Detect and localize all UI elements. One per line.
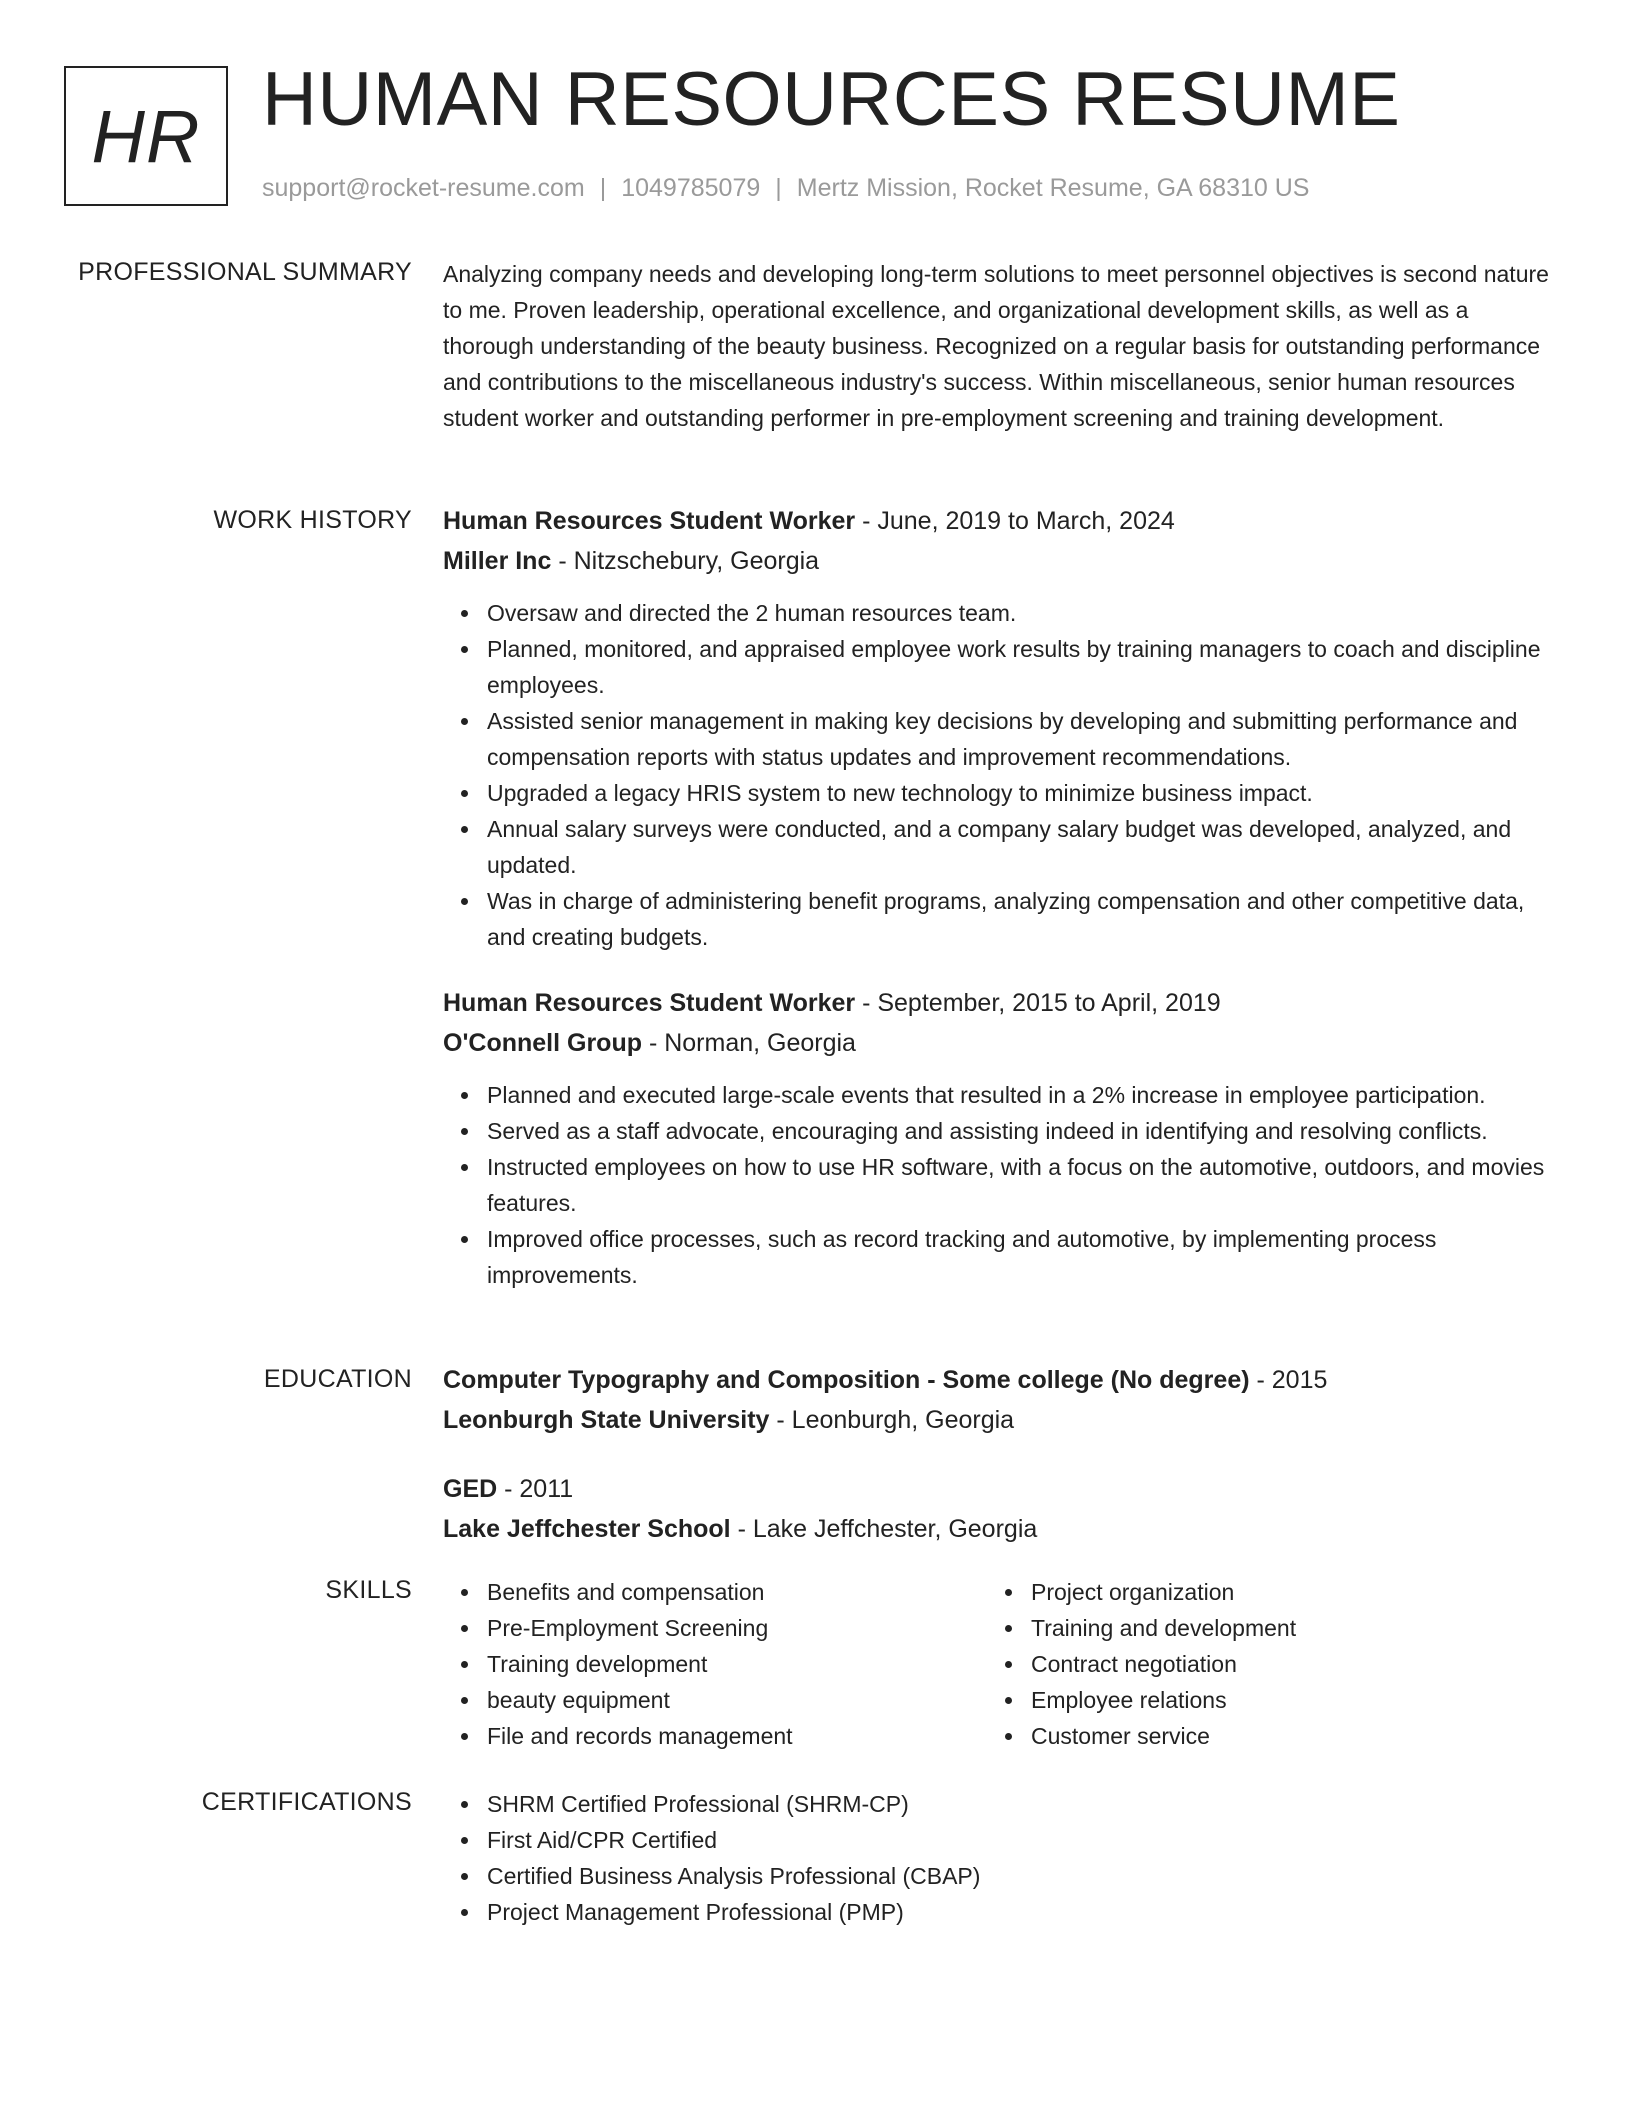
job-bullet: Instructed employees on how to use HR software, with a focus on the automotive, outdoors, and movies features.	[487, 1149, 1558, 1221]
job-entry	[443, 501, 1558, 955]
education-degree-line	[443, 1469, 1558, 1509]
job-company-line	[443, 541, 1558, 581]
job-entry	[443, 983, 1558, 1293]
skill-item: beauty equipment	[487, 1682, 793, 1718]
job-location: - Nitzschebury, Georgia	[551, 547, 820, 575]
contact-address: Mertz Mission, Rocket Resume, GA 68310 US	[796, 174, 1310, 202]
section-label-summary: PROFESSIONAL SUMMARY	[78, 258, 412, 286]
skills-column-left	[443, 1574, 793, 1754]
skill-item: Pre-Employment Screening	[487, 1610, 793, 1646]
skill-item: Customer service	[1031, 1718, 1296, 1754]
job-bullet: Annual salary surveys were conducted, and a company salary budget was developed, analyzed, and updated.	[487, 811, 1558, 883]
job-bullet-list	[443, 1077, 1558, 1293]
skills-column-right	[987, 1574, 1296, 1754]
education-entry	[443, 1469, 1558, 1549]
education-school: Lake Jeffchester School	[443, 1515, 731, 1543]
job-company: Miller Inc	[443, 547, 552, 575]
job-bullet-list	[443, 595, 1558, 955]
education-degree: Computer Typography and Composition - Some college (No degree)	[443, 1366, 1250, 1394]
job-bullet: Oversaw and directed the 2 human resources team.	[487, 595, 1558, 631]
certification-item: Certified Business Analysis Professional (CBAP)	[487, 1858, 1558, 1894]
education-location: - Leonburgh, Georgia	[769, 1406, 1015, 1434]
education-degree-line	[443, 1360, 1558, 1400]
resume-title: HUMAN RESOURCES RESUME	[262, 57, 1401, 142]
education-school: Leonburgh State University	[443, 1406, 770, 1434]
skill-item: Employee relations	[1031, 1682, 1296, 1718]
skill-item: File and records management	[487, 1718, 793, 1754]
job-bullet: Improved office processes, such as record tracking and automotive, by implementing process improvements.	[487, 1221, 1558, 1293]
job-bullet: Upgraded a legacy HRIS system to new technology to minimize business impact.	[487, 775, 1558, 811]
skill-item: Training development	[487, 1646, 793, 1682]
monogram-logo	[64, 66, 228, 206]
job-company: O'Connell Group	[443, 1029, 642, 1057]
summary-section	[443, 256, 1558, 436]
contact-separator: |	[599, 174, 607, 202]
certifications-section	[443, 1786, 1558, 1930]
education-entry	[443, 1360, 1558, 1440]
job-bullet: Assisted senior management in making key decisions by developing and submitting performance and compensation reports with status updates and improvement recommendations.	[487, 703, 1558, 775]
education-school-line	[443, 1509, 1558, 1549]
job-dates: - September, 2015 to April, 2019	[855, 989, 1221, 1017]
skills-list	[987, 1574, 1296, 1754]
job-company-line	[443, 1023, 1558, 1063]
certifications-list	[443, 1786, 1558, 1930]
certification-item: First Aid/CPR Certified	[487, 1822, 1558, 1858]
contact-line	[262, 174, 1309, 203]
job-title: Human Resources Student Worker	[443, 507, 856, 535]
job-bullet: Was in charge of administering benefit programs, analyzing compensation and other competitive data, and creating budgets.	[487, 883, 1558, 955]
summary-text: Analyzing company needs and developing long-term solutions to meet personnel objectives is second nature to me. Proven leadership, operational excellence, and organizational development skills, as well as a thorough understanding of the beauty business. Recognized on a regular basis for outstanding performance and contributions to the miscellaneous industry's success. Within miscellaneous, senior human resources student worker and outstanding performer in pre-employment screening and training development.	[443, 261, 1549, 431]
education-year: - 2011	[497, 1475, 574, 1503]
contact-separator: |	[775, 174, 782, 202]
contact-email: support@rocket-resume.com	[262, 174, 585, 202]
education-degree: GED	[443, 1475, 498, 1503]
skill-item: Training and development	[1031, 1610, 1296, 1646]
job-location: - Norman, Georgia	[642, 1029, 856, 1057]
job-dates: - June, 2019 to March, 2024	[855, 507, 1175, 535]
monogram-text: HR	[91, 94, 201, 178]
job-title: Human Resources Student Worker	[443, 989, 856, 1017]
job-title-line	[443, 983, 1558, 1023]
job-bullet: Planned and executed large-scale events that resulted in a 2% increase in employee participation.	[487, 1077, 1558, 1113]
certification-item: Project Management Professional (PMP)	[487, 1894, 1558, 1930]
contact-phone: 1049785079	[621, 174, 761, 202]
section-label-certifications: CERTIFICATIONS	[201, 1788, 412, 1816]
skill-item: Project organization	[1031, 1574, 1296, 1610]
job-bullet: Planned, monitored, and appraised employee work results by training managers to coach and discipline employees.	[487, 631, 1558, 703]
education-school-line	[443, 1400, 1558, 1440]
skill-item: Contract negotiation	[1031, 1646, 1296, 1682]
education-year: - 2015	[1249, 1366, 1328, 1394]
section-label-skills: SKILLS	[325, 1576, 412, 1604]
education-location: - Lake Jeffchester, Georgia	[730, 1515, 1038, 1543]
skill-item: Benefits and compensation	[487, 1574, 793, 1610]
certification-item: SHRM Certified Professional (SHRM-CP)	[487, 1786, 1558, 1822]
section-label-work-history: WORK HISTORY	[213, 506, 412, 534]
skills-section	[443, 1574, 1558, 1764]
section-label-education: EDUCATION	[263, 1365, 412, 1393]
job-bullet: Served as a staff advocate, encouraging and assisting indeed in identifying and resolving conflicts.	[487, 1113, 1558, 1149]
job-title-line	[443, 501, 1558, 541]
skills-list	[443, 1574, 793, 1754]
